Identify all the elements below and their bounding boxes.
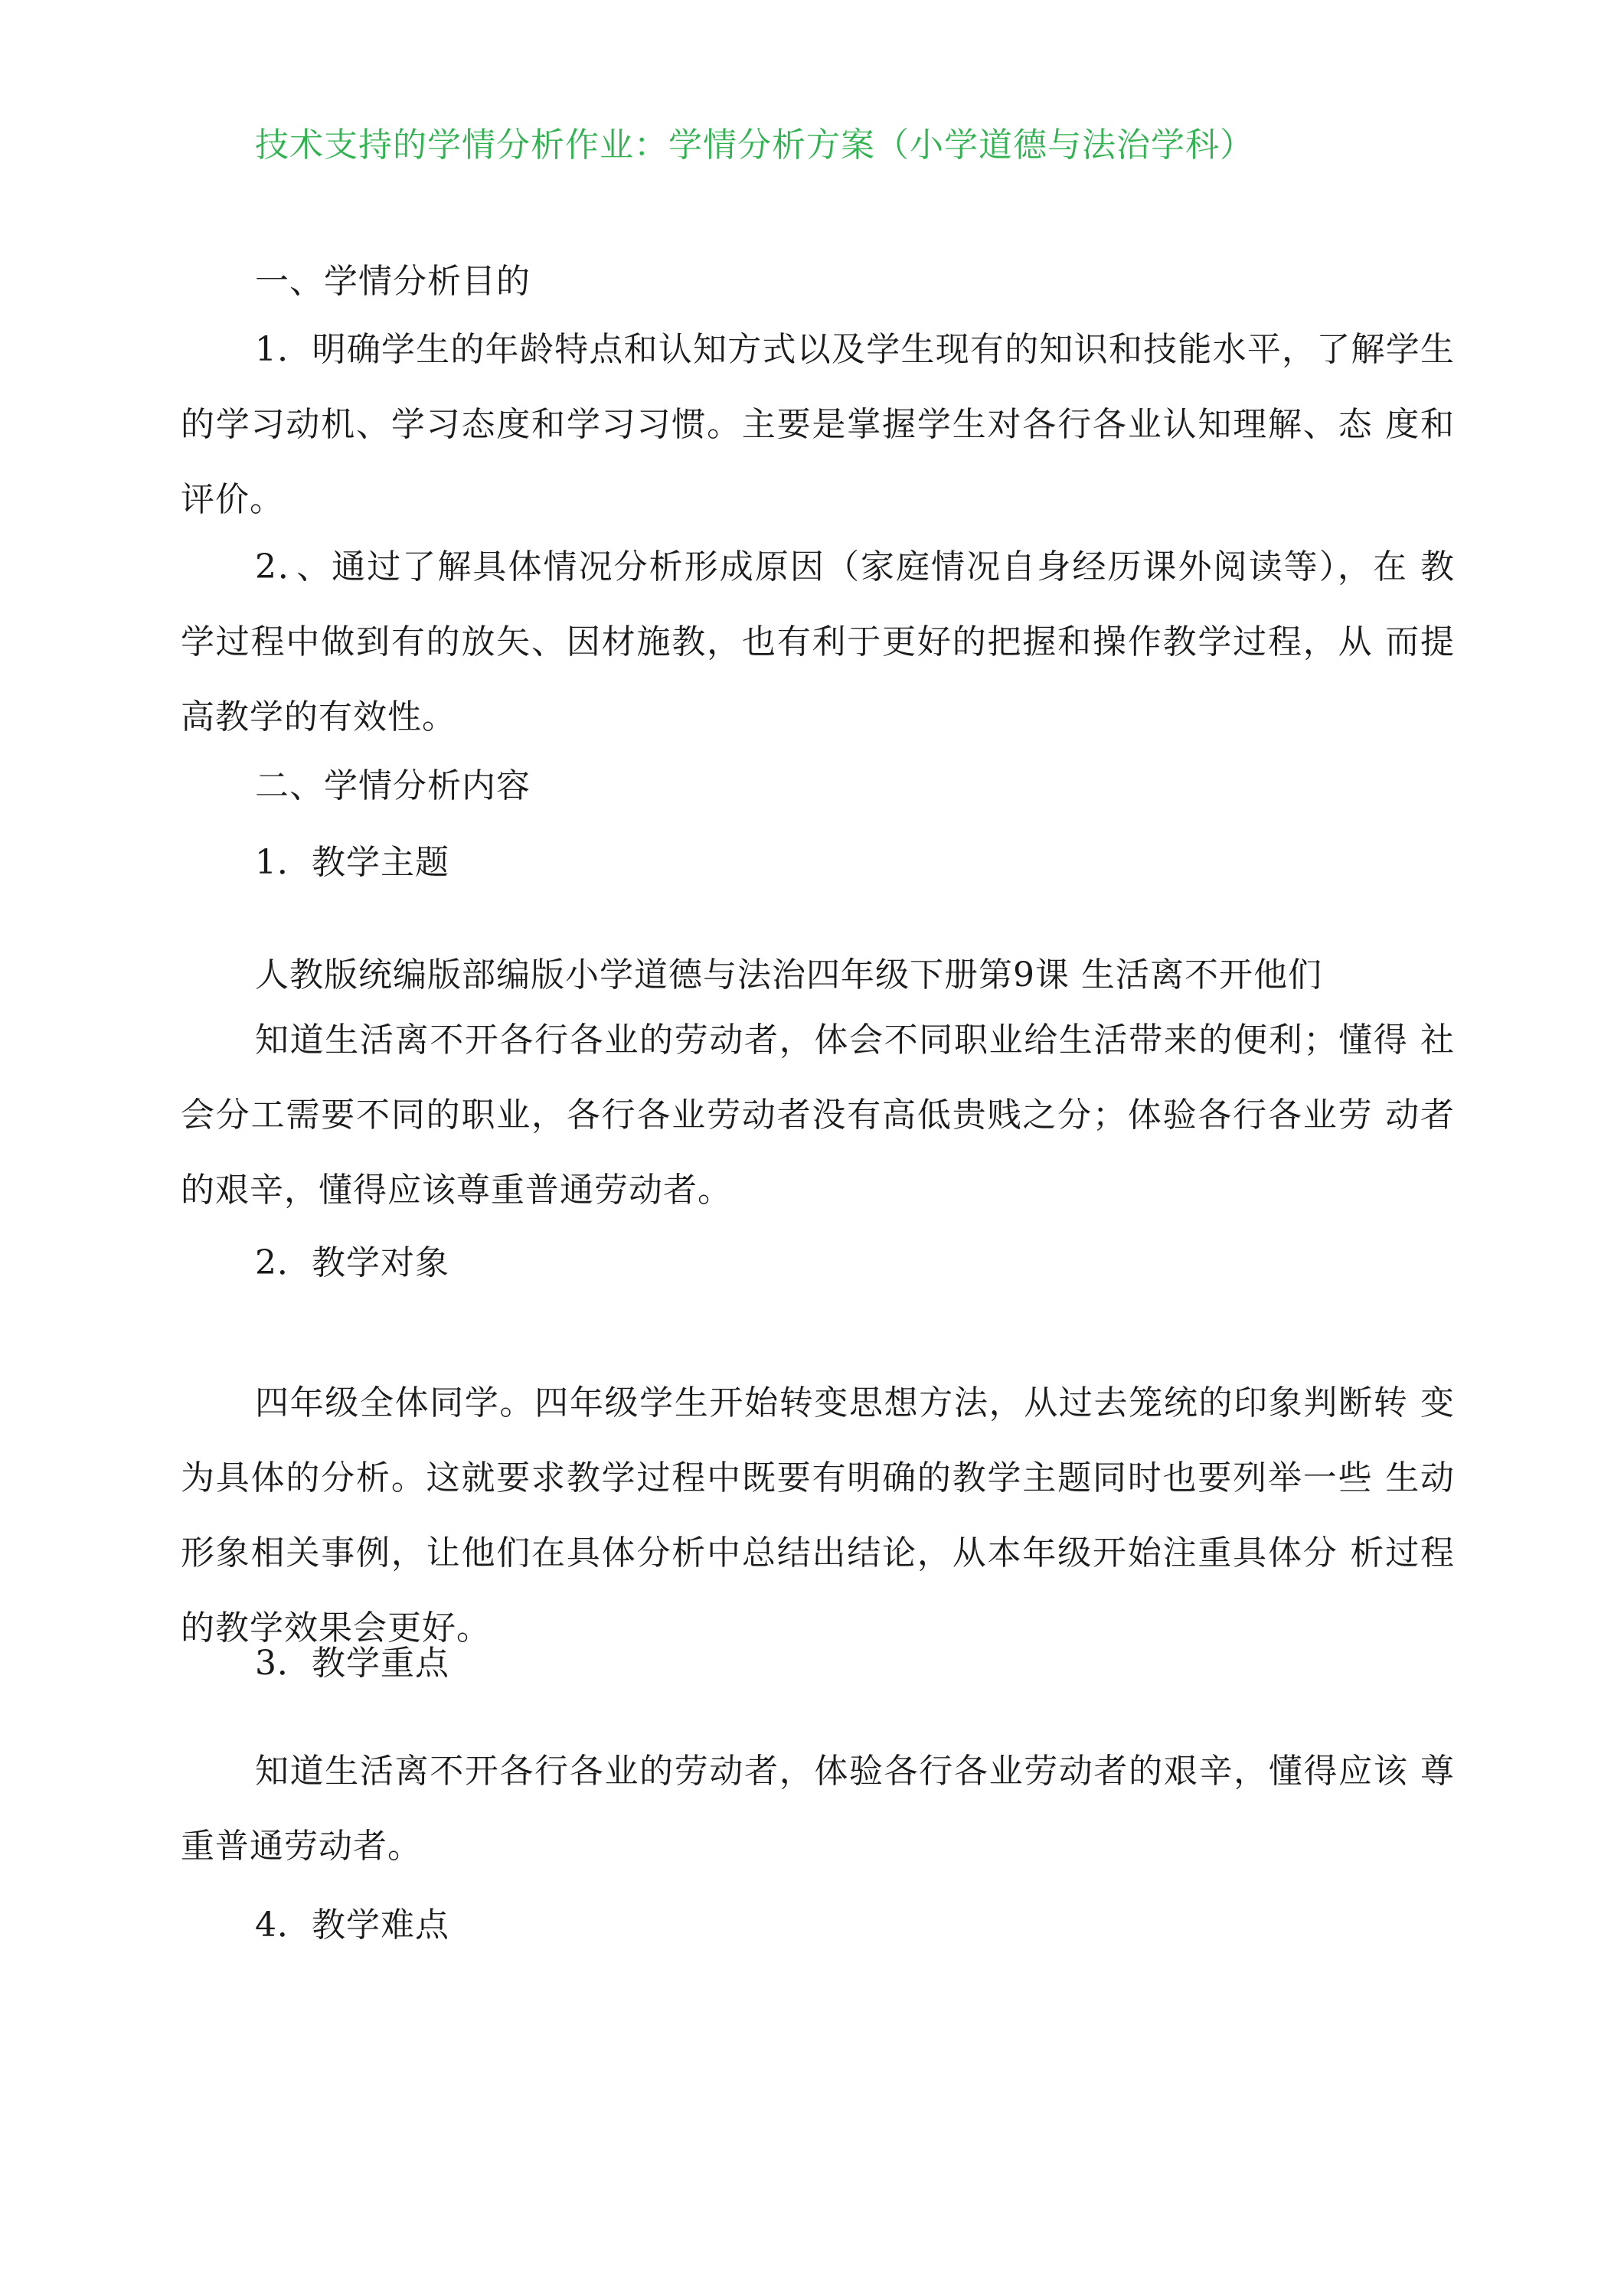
paragraph-lesson-title: 人教版统编版部编版小学道德与法治四年级下册第9课 生活离不开他们 bbox=[255, 955, 1322, 994]
paragraph-text: 知道生活离不开各行各业的劳动者，体验各行各业劳动者的艰辛，懂得应该 尊重普通劳动者。 bbox=[181, 1752, 1455, 1866]
subheading-teaching-difficulty: 4．教学难点 bbox=[255, 1906, 449, 1945]
paragraph-text: 四年级全体同学。四年级学生开始转变思想方法，从过去笼统的印象判断转 变为具体的分析。这就要求教学过程中既要有明确的教学主题同时也要列举一些 生动形象相关事例，让他们在具体分析中总结出结论，从本年级开始注重具体分 析过程的教学效果会更好。 bbox=[181, 1383, 1455, 1648]
paragraph-text: 2．、通过了解具体情况分析形成原因（家庭情况自身经历课外阅读等），在 教学过程中做到有的放矢、因材施教，也有利于更好的把握和操作教学过程，从 而提高教学的有效性。 bbox=[181, 547, 1455, 736]
document-title: 技术支持的学情分析作业：学情分析方案（小学道德与法治学科） bbox=[255, 126, 1254, 165]
paragraph-text: 1．明确学生的年龄特点和认知方式以及学生现有的知识和技能水平，了解学生的学习动机、学习态度和学习习惯。主要是掌握学生对各行各业认知理解、态 度和评价。 bbox=[181, 330, 1455, 519]
paragraph-text: 知道生活离不开各行各业的劳动者，体会不同职业给生活带来的便利；懂得 社会分工需要不同的职业，各行各业劳动者没有高低贵贱之分；体验各行各业劳 动者的艰辛，懂得应该尊重普通劳动者。 bbox=[181, 1021, 1455, 1210]
paragraph-object-desc bbox=[181, 1366, 1455, 1666]
paragraph-purpose-1 bbox=[181, 312, 1455, 537]
paragraph-key-point-desc bbox=[181, 1734, 1455, 1884]
section-heading-content: 二、学情分析内容 bbox=[255, 766, 531, 805]
paragraph-purpose-2 bbox=[181, 530, 1455, 755]
paragraph-theme-desc bbox=[181, 1003, 1455, 1228]
section-heading-purpose: 一、学情分析目的 bbox=[255, 262, 531, 301]
subheading-teaching-object: 2．教学对象 bbox=[255, 1243, 449, 1282]
subheading-teaching-theme: 1．教学主题 bbox=[255, 843, 449, 882]
subheading-teaching-key-point: 3．教学重点 bbox=[255, 1644, 449, 1683]
